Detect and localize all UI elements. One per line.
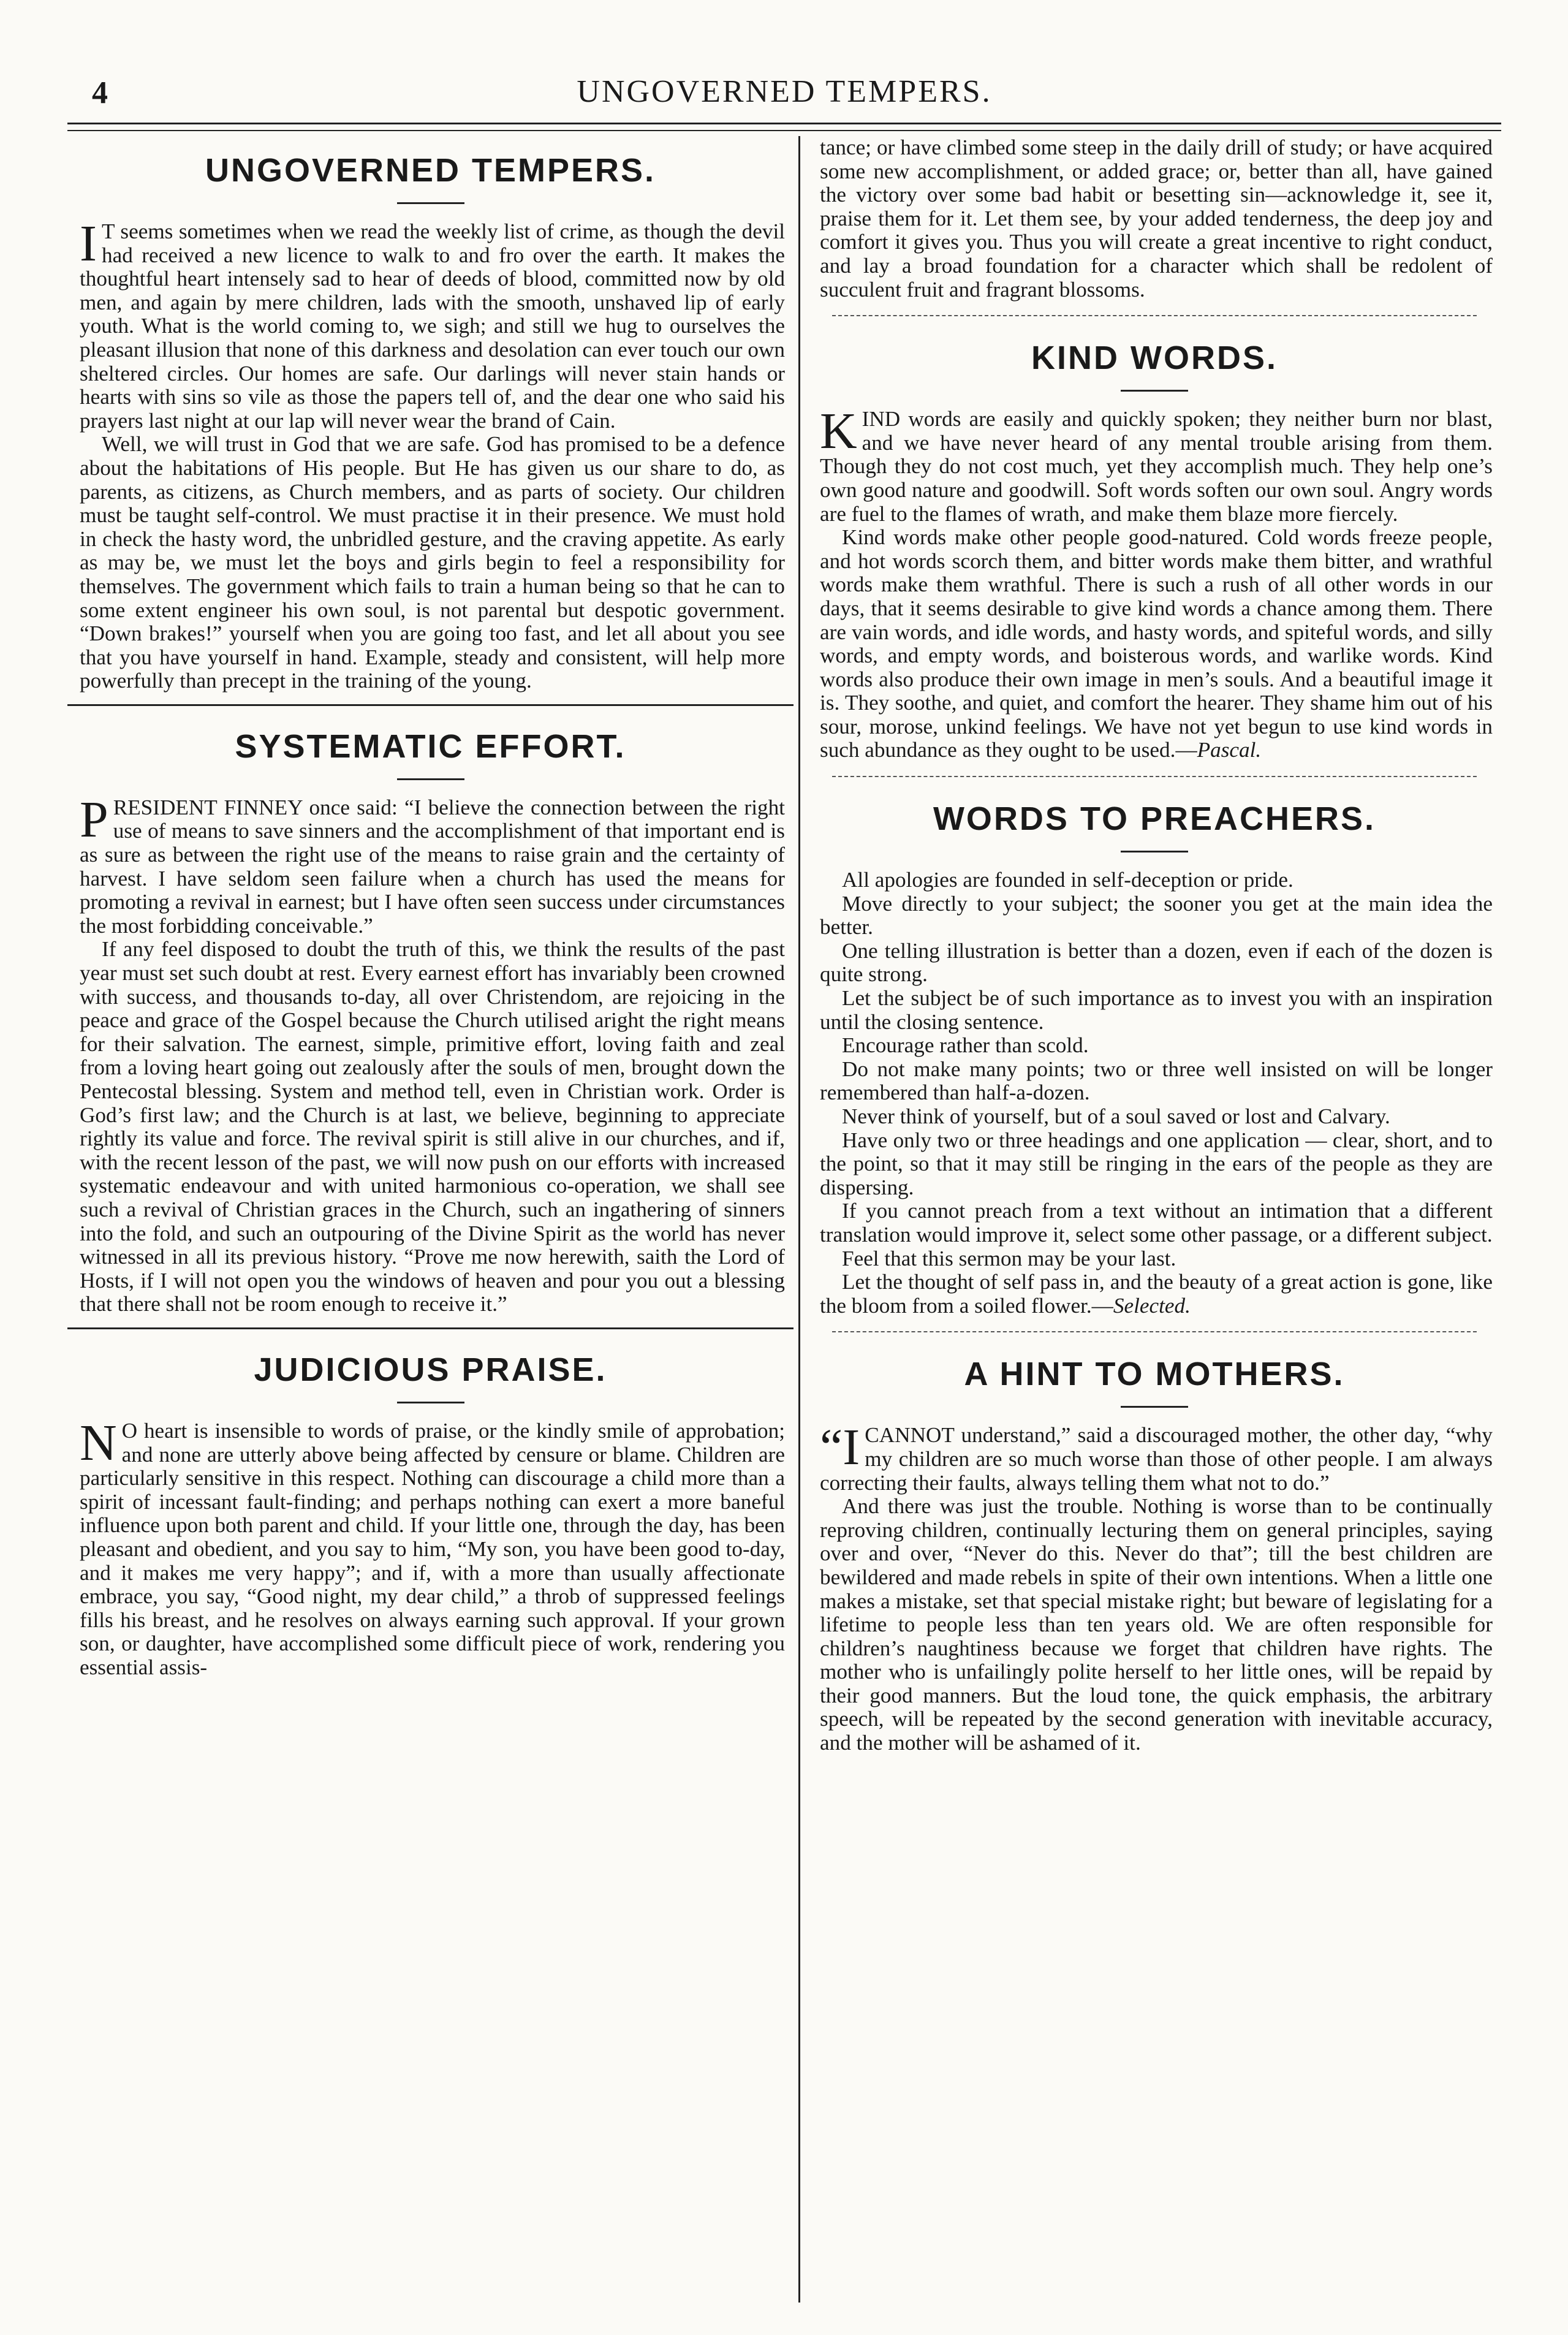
article-judicious-praise <box>67 1335 793 1680</box>
left-column <box>67 136 793 2299</box>
drop-cap-letter: I <box>843 1419 860 1476</box>
article-title: A HINT TO MOTHERS. <box>964 1356 1345 1393</box>
paragraph-text: IND words are easily and quickly spoken; they neither burn nor blast, and we have never heard of any mental trouble arising from them. Though they do not cost much, yet they accomplish much. They help one’s own good nature and goodwill. Soft words soften our own soul. Angry words are fuel to the flames of wrath, and make them blaze more fiercely. <box>820 407 1493 526</box>
signature: Selected. <box>1113 1293 1191 1318</box>
list-item: Have only two or three headings and one application — clear, short, and to the point, so that it may still be ringing in the ears of the people as they are dispersing. <box>820 1128 1493 1199</box>
list-item: Never think of yourself, but of a soul saved or lost and Calvary. <box>842 1104 1390 1128</box>
header-rule-thin <box>67 130 1501 131</box>
section-rule-dashed <box>832 1331 1477 1332</box>
section-rule-dashed <box>832 776 1477 777</box>
right-column <box>808 136 1501 2299</box>
article-title: WORDS TO PREACHERS. <box>933 800 1376 838</box>
header-rule <box>67 123 1501 124</box>
drop-cap: K <box>820 403 857 460</box>
article-title: JUDICIOUS PRAISE. <box>254 1351 607 1388</box>
paragraph-text: O heart is insensible to words of praise, or the kindly smile of approbation; and none are utterly above being affected by censure or blame. Children are particularly sensitive in this respect. Nothing can discourage a child more than a spirit of incessant fault-finding; and perhaps nothing can exert a more baneful influence upon both parent and child. If your little one, through the day, has been pleasant and obedient, and you say to him, “My son, you have been good to-day, and it makes me very happy”; and if, with a more than usually affectionate embrace, you say, “Good night, my dear child,” a throb of suppressed feelings fills his breast, and he resolves on always earning such approval. If your grown son, or daughter, have accomplished some difficult piece of work, rendering you essential assis- <box>80 1418 785 1679</box>
list-item: All apologies are founded in self-deception or pride. <box>842 868 1293 892</box>
title-rule <box>1121 390 1188 392</box>
list-item: If you cannot preach from a text without an intimation that a different translation would improve it, select some other passage, or a different subject. <box>820 1199 1493 1247</box>
signature: Pascal. <box>1197 738 1262 762</box>
article-body <box>820 1419 1493 1755</box>
article-body <box>80 215 785 693</box>
section-rule <box>67 1327 793 1329</box>
paragraph <box>80 215 785 433</box>
drop-cap: P <box>80 791 108 848</box>
article-body <box>820 868 1493 1318</box>
article-title: UNGOVERNED TEMPERS. <box>205 152 656 189</box>
title-rule <box>1121 851 1188 852</box>
column-divider <box>798 136 800 2303</box>
title-rule <box>1121 1406 1188 1408</box>
open-quote: “ <box>820 1419 843 1476</box>
list-item-text: Let the thought of self pass in, and the beauty of a great action is gone, like the bloom from a soiled flower.— <box>820 1270 1493 1318</box>
section-rule <box>67 704 793 706</box>
article-hint-to-mothers <box>808 1340 1501 1755</box>
list-item: Let the subject be of such importance as to invest you with an inspiration until the closing sentence. <box>820 986 1493 1034</box>
paragraph: Well, we will trust in God that we are safe. God has promised to be a defence about the habitations of His people. But He has given us our share to do, as parents, as citizens, as Church members, and as parts of society. Our children must be taught self-control. We must practise it in their presence. We must hold in check the hasty word, the unbridled gesture, and the craving appetite. As early as may be, we must let the boys and girls begin to feel a responsibility for themselves. The government which fails to train a human being so that he can to some extent engineer his own soul, is not parental but despotic government. “Down brakes!” yourself when you are going too fast, and let all about you see that you have yourself in hand. Example, steady and consistent, will help more powerfully than precept in the training of the young. <box>80 432 785 693</box>
list-item <box>820 1270 1493 1318</box>
paragraph <box>820 1419 1493 1495</box>
list-item: Move directly to your subject; the sooner you get at the main idea the better. <box>820 891 1493 940</box>
article-title: KIND WORDS. <box>1031 340 1278 377</box>
drop-cap: N <box>80 1414 117 1471</box>
article-continuation <box>820 136 1493 302</box>
paragraph: If any feel disposed to doubt the truth of this, we think the results of the past year must set such doubt at rest. Every earnest effort has invariably been crowned with success, and thousands to-day, all over Christendom, are rejoicing in the peace and grace of the Gospel because the Church utilised aright the right means for their salvation. The earnest, simple, primitive effort, loving faith and zeal from a loving heart going out zealously after the souls of men, brought down the Pentecostal blessing. System and method tell, even in Christian work. Order is God’s first law; and the Church is at last, we believe, beginning to appreciate rightly its value and force. The revival spirit is still alive in our churches, and if, with the recent lesson of the past, we will now push on our efforts with increased systematic endeavour and with united harmonious co-operation, we shall see such a revival of Christian graces in the Church, such an ingathering of sinners into the fold, and such an outpouring of the Divine Spirit as the world has never witnessed in all its previous history. “Prove me now herewith, saith the Lord of Hosts, if I will not open you the windows of heaven and pour you out a blessing that there shall not be room enough to receive it.” <box>80 937 785 1316</box>
article-title: SYSTEMATIC EFFORT. <box>235 727 626 765</box>
article-body <box>80 1414 785 1680</box>
list-item: One telling illustration is better than a dozen, even if each of the dozen is quite strong. <box>820 938 1493 987</box>
drop-cap <box>820 1419 860 1476</box>
paragraph <box>80 1414 785 1680</box>
list-item: Feel that this sermon may be your last. <box>842 1246 1176 1270</box>
article-ungoverned-tempers <box>67 136 793 693</box>
list-item: Encourage rather than scold. <box>842 1033 1089 1058</box>
running-title: UNGOVERNED TEMPERS. <box>577 74 992 109</box>
section-rule-dashed <box>832 315 1477 316</box>
article-body <box>80 791 785 1316</box>
article-systematic-effort <box>67 712 793 1316</box>
paragraph: And there was just the trouble. Nothing is worse than to be continually reproving children, continually lecturing them on general principles, saying over and over, “Never do this. Never do that”; till the best children are bewildered and made rebels in spite of their own intentions. When a little one makes a mistake, set that special mistake right; but beware of legislating for a lifetime to people less than ten years old. We are often responsible for children’s naughtiness because we forget that children have rights. The mother who is unfailingly polite herself to her little ones, will be repaid by their good manners. But the loud tone, the quick emphasis, the arbitrary speech, will be repeated by the second generation with inevitable accuracy, and the mother will be ashamed of it. <box>820 1494 1493 1755</box>
title-rule <box>397 202 464 204</box>
article-body <box>820 403 1493 762</box>
paragraph: tance; or have climbed some steep in the daily drill of study; or have acquired some new accomplishment, or added grace; or, better than all, have gained the victory over some bad habit or besetting sin—acknowledge it, see it, praise them for it. Let them see, by your added tenderness, the deep joy and comfort it gives you. Thus you will create a great incentive to right conduct, and lay a broad foundation for a character which shall be redolent of succulent fruit and fragrant blossoms. <box>820 136 1493 302</box>
list-item: Do not make many points; two or three well insisted on will be longer remembered than half-a-dozen. <box>820 1057 1493 1105</box>
page-number: 4 <box>92 75 108 110</box>
paragraph-text: T seems sometimes when we read the weekly list of crime, as though the devil had received a new licence to walk to and fro over the earth. It makes the thoughtful heart intensely sad to hear of deeds of blood, committed now by old men, and again by mere children, lads with the smooth, unshaved lip of early youth. What is the world coming to, we sigh; and still we hug to ourselves the pleasant illusion that none of this darkness and desolation can ever touch our own sheltered circles. Our homes are safe. Our darlings will never stain hands or hearts with sins so vile as those the papers tell of, and the dear one who said his prayers last night at our lap will never wear the brand of Cain. <box>80 219 785 433</box>
paragraph-text: Kind words make other people good-natured. Cold words freeze people, and hot words scorch them, and bitter words make them bitter, and wrathful words make them wrathful. There is such a rush of all other words in our days, that it seems desirable to give kind words a chance among them. There are vain words, and idle words, and hasty words, and spiteful words, and silly words, and empty words, and boisterous words, and warlike words. Kind words also produce their own image in men’s souls. And a beautiful image it is. They soothe, and quiet, and comfort the hearer. They shame him out of his sour, morose, unkind feelings. We have not yet begun to use kind words in such abundance as they ought to be used.— <box>820 525 1493 762</box>
running-head <box>67 74 1501 116</box>
paragraph <box>820 403 1493 526</box>
title-rule <box>397 778 464 780</box>
paragraph <box>80 791 785 938</box>
paragraph <box>820 526 1493 762</box>
title-rule <box>397 1402 464 1403</box>
article-words-to-preachers <box>808 784 1501 1318</box>
paragraph-text: RESIDENT FINNEY once said: “I believe the connection between the right use of means to save sinners and the accomplishment of that important end is as sure as between the right use of the means to raise grain and the certainty of harvest. I have seldom seen failure when a church has used the means for promoting a revival in earnest; but I have often seen success under circumstances the most forbidding conceivable.” <box>80 795 785 938</box>
article-kind-words <box>808 324 1501 762</box>
paragraph-text: CANNOT understand,” said a discouraged mother, the other day, “why my children are so much worse than those of other people. I am always correcting their faults, always telling them what not to do.” <box>820 1423 1493 1495</box>
drop-cap: I <box>80 215 97 272</box>
